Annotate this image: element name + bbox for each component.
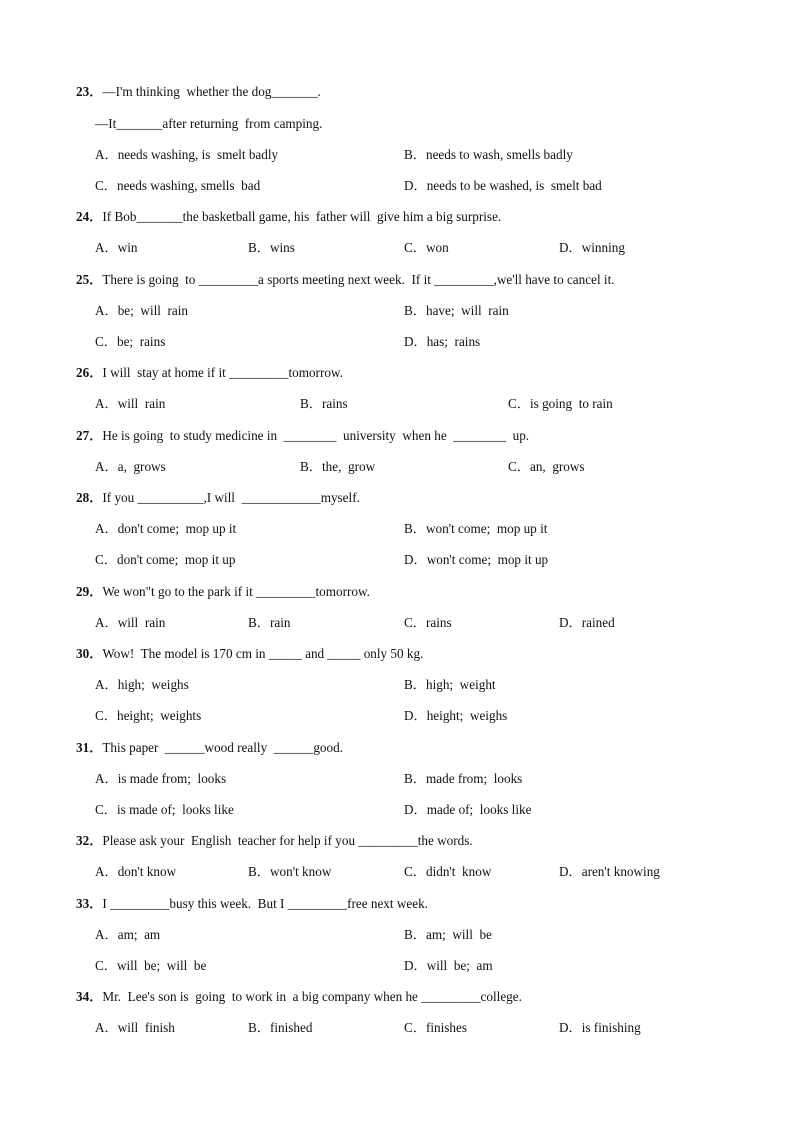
question-33-option-b[interactable]: B．am; will be xyxy=(404,927,492,942)
question-26-option-b[interactable]: B．rains xyxy=(300,396,348,411)
question-31-option-c[interactable]: C．is made of; looks like xyxy=(95,802,234,817)
question-26-option-a[interactable]: A．will rain xyxy=(95,396,166,411)
question-28-option-c[interactable]: C．don't come; mop it up xyxy=(95,552,236,567)
question-34-option-c[interactable]: C．finishes xyxy=(404,1020,468,1035)
question-24-option-b[interactable]: B．wins xyxy=(248,240,295,255)
question-28-option-a[interactable]: A．don't come; mop up it xyxy=(95,521,237,536)
question-28-option-b[interactable]: B．won't come; mop up it xyxy=(404,521,548,536)
question-34-stem: 34．Mr. Lee's son is going to work in a big company when he _________college. xyxy=(76,989,522,1004)
question-28-stem: 28．If you __________,I will ____________myself. xyxy=(76,490,360,505)
question-30-stem: 30．Wow! The model is 170 cm in _____ and _____ only 50 kg. xyxy=(76,646,424,661)
question-32-option-b[interactable]: B．won't know xyxy=(248,864,332,879)
question-33-option-c[interactable]: C．will be; will be xyxy=(95,958,207,973)
question-30-option-c[interactable]: C．height; weights xyxy=(95,708,202,723)
question-23-option-d[interactable]: D．needs to be washed, is smelt bad xyxy=(404,178,602,193)
question-31-option-b[interactable]: B．made from; looks xyxy=(404,771,523,786)
question-27-option-b[interactable]: B．the, grow xyxy=(300,459,376,474)
question-30-option-b[interactable]: B．high; weight xyxy=(404,677,496,692)
question-29-option-a[interactable]: A．will rain xyxy=(95,615,166,630)
question-32-stem: 32．Please ask your English teacher for help if you _________the words. xyxy=(76,833,473,848)
question-29-option-d[interactable]: D．rained xyxy=(559,615,615,630)
question-23-stem-line-2: —It_______after returning from camping. xyxy=(95,116,323,131)
question-34-option-b[interactable]: B．finished xyxy=(248,1020,313,1035)
question-29-option-c[interactable]: C．rains xyxy=(404,615,452,630)
question-24-option-d[interactable]: D．winning xyxy=(559,240,625,255)
question-24-stem: 24．If Bob_______the basketball game, his father will give him a big surprise. xyxy=(76,209,502,224)
question-24-option-a[interactable]: A．win xyxy=(95,240,138,255)
question-26-option-c[interactable]: C．is going to rain xyxy=(508,396,613,411)
question-24-option-c[interactable]: C．won xyxy=(404,240,449,255)
question-32-option-a[interactable]: A．don't know xyxy=(95,864,177,879)
question-25-stem: 25．There is going to _________a sports meeting next week. If it _________,we'll have to cancel it. xyxy=(76,272,615,287)
question-31-option-d[interactable]: D．made of; looks like xyxy=(404,802,532,817)
question-25-option-b[interactable]: B．have; will rain xyxy=(404,303,509,318)
question-31-option-a[interactable]: A．is made from; looks xyxy=(95,771,227,786)
question-23-stem: 23．—I'm thinking whether the dog_______. xyxy=(76,84,321,99)
question-27-option-c[interactable]: C．an, grows xyxy=(508,459,585,474)
question-28-option-d[interactable]: D．won't come; mop it up xyxy=(404,552,549,567)
question-34-option-d[interactable]: D．is finishing xyxy=(559,1020,641,1035)
question-29-option-b[interactable]: B．rain xyxy=(248,615,291,630)
question-33-option-d[interactable]: D．will be; am xyxy=(404,958,493,973)
question-23-option-c[interactable]: C．needs washing, smells bad xyxy=(95,178,261,193)
question-31-stem: 31．This paper ______wood really ______good. xyxy=(76,740,344,755)
question-33-option-a[interactable]: A．am; am xyxy=(95,927,161,942)
question-34-option-a[interactable]: A．will finish xyxy=(95,1020,175,1035)
question-25-option-d[interactable]: D．has; rains xyxy=(404,334,481,349)
question-23-option-b[interactable]: B．needs to wash, smells badly xyxy=(404,147,573,162)
question-33-stem: 33．I _________busy this week. But I _________free next week. xyxy=(76,896,428,911)
question-25-option-a[interactable]: A．be; will rain xyxy=(95,303,189,318)
question-27-option-a[interactable]: A．a, grows xyxy=(95,459,166,474)
question-32-option-d[interactable]: D．aren't knowing xyxy=(559,864,660,879)
question-30-option-d[interactable]: D．height; weighs xyxy=(404,708,508,723)
question-26-stem: 26．I will stay at home if it _________tomorrow. xyxy=(76,365,343,380)
question-32-option-c[interactable]: C．didn't know xyxy=(404,864,492,879)
question-23-option-a[interactable]: A．needs washing, is smelt badly xyxy=(95,147,279,162)
question-25-option-c[interactable]: C．be; rains xyxy=(95,334,166,349)
question-29-stem: 29．We won"t go to the park if it _________tomorrow. xyxy=(76,584,370,599)
question-27-stem: 27．He is going to study medicine in ________ university when he ________ up. xyxy=(76,428,530,443)
question-30-option-a[interactable]: A．high; weighs xyxy=(95,677,189,692)
